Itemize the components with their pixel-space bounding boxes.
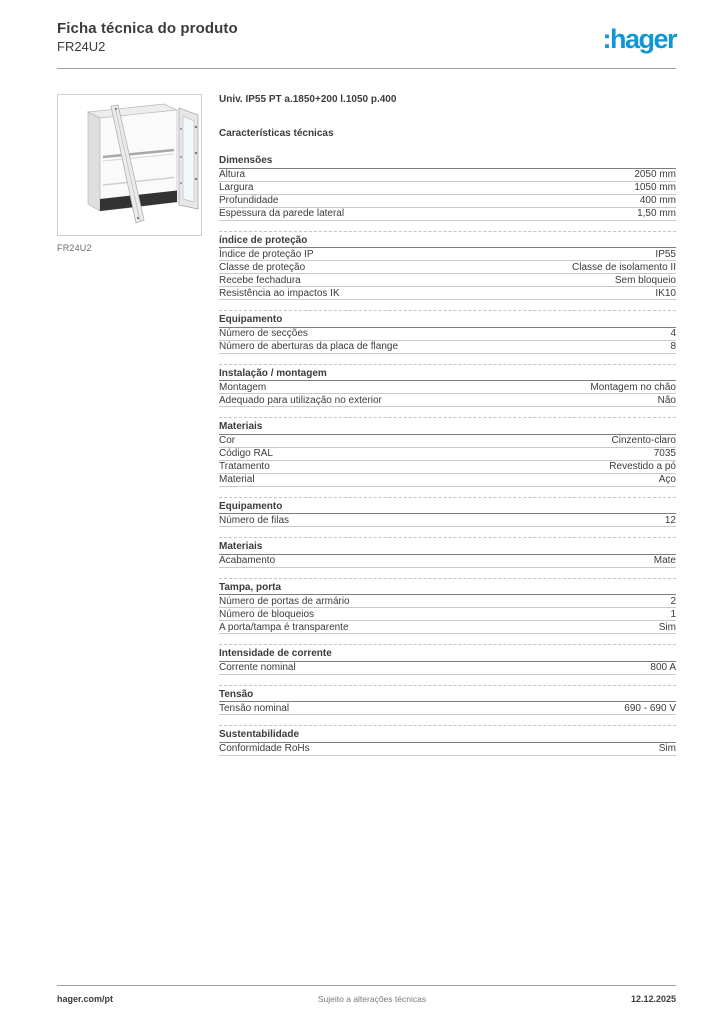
spec-row-value: Cinzento-claro [611, 435, 676, 446]
door-corner-dot [137, 217, 139, 219]
spec-row-label: Altura [219, 169, 246, 180]
spec-section [219, 725, 676, 756]
spec-row-value: Sim [658, 743, 676, 754]
main-content [57, 94, 676, 756]
spec-section-title: Dimensões [219, 155, 676, 169]
product-image [58, 95, 201, 235]
spec-section-title: Tampa, porta [219, 582, 676, 596]
spec-row [219, 328, 676, 341]
footer-note: Sujeito a alterações técnicas [317, 994, 427, 1004]
spec-row [219, 341, 676, 354]
spec-section-title: Equipamento [219, 501, 676, 515]
spec-row [219, 435, 676, 448]
spec-row-label: Código RAL [219, 448, 273, 459]
spec-sections [219, 155, 676, 756]
spec-row-label: Recebe fechadura [219, 274, 301, 286]
spec-section [219, 310, 676, 354]
spec-row [219, 595, 676, 608]
spec-row-label: Número de filas [219, 514, 290, 526]
page-header [57, 20, 676, 55]
spec-row [219, 448, 676, 461]
spec-row-label: Número de portas de armário [219, 595, 350, 607]
cabinet-side [88, 112, 100, 211]
spec-row-label: Corrente nominal [219, 662, 296, 673]
spec-section-title: Equipamento [219, 314, 676, 328]
product-image-caption: FR24U2 [57, 243, 92, 253]
spec-row [219, 514, 676, 527]
spec-section [219, 578, 676, 635]
spec-row [219, 743, 676, 756]
spec-row-value: Aço [658, 474, 676, 485]
door-glazing [183, 116, 194, 202]
page-footer [57, 985, 676, 1004]
spec-row-label: Adequado para utilização no exterior [219, 394, 382, 406]
spec-row [219, 621, 676, 634]
spec-row-label: Classe de proteção [219, 261, 306, 273]
spec-section [219, 497, 676, 528]
door-corner-dot [115, 108, 117, 110]
hager-logo: :hager [602, 24, 676, 54]
footer-date: 12.12.2025 [630, 994, 676, 1004]
spec-row-label: Número de aberturas da placa de flange [219, 341, 399, 352]
spec-section-title: Materiais [219, 421, 676, 435]
spec-row [219, 394, 676, 407]
spec-row-value: 800 A [650, 662, 676, 673]
spec-section [219, 231, 676, 301]
spec-row-value: 8 [670, 341, 676, 352]
spec-row-label: Número de bloqueios [219, 608, 315, 620]
spec-row-value: 1 [670, 608, 676, 620]
spec-row-value: Classe de isolamento II [572, 261, 676, 273]
spec-row [219, 474, 676, 487]
spec-row [219, 381, 676, 394]
door-edge-dot [180, 156, 182, 158]
product-image-column [57, 94, 202, 253]
spec-row-label: Acabamento [219, 555, 276, 566]
header-divider [57, 68, 676, 69]
spec-row [219, 461, 676, 474]
spec-section-title: índice de proteção [219, 235, 676, 249]
hinge-dot [195, 152, 197, 154]
spec-row-label: Número de secções [219, 328, 308, 339]
spec-row [219, 287, 676, 300]
footer-divider [57, 985, 676, 986]
spec-row-value: Revestido a pó [609, 461, 676, 472]
spec-row-label: Tratamento [219, 461, 270, 472]
spec-row-value: 2 [670, 595, 676, 607]
footer-row [57, 994, 676, 1004]
spec-row-label: Profundidade [219, 195, 279, 206]
spec-section [219, 537, 676, 568]
characteristics-heading: Características técnicas [219, 128, 334, 139]
page-title: Ficha técnica do produto [57, 20, 238, 37]
spec-row-label: Espessura da parede lateral [219, 208, 345, 219]
spec-row-value: Sem bloqueio [614, 274, 676, 286]
spec-section [219, 644, 676, 675]
spec-row-value: 690 - 690 V [624, 702, 676, 714]
spec-row [219, 662, 676, 675]
footer-website: hager.com/pt [57, 994, 114, 1004]
spec-row [219, 274, 676, 287]
product-code: FR24U2 [57, 39, 106, 54]
spec-section-title: Instalação / montagem [219, 368, 676, 382]
door-edge-dot [180, 182, 182, 184]
spec-row-value: Mate [653, 555, 676, 566]
spec-section-title: Tensão [219, 689, 676, 703]
spec-row-label: Cor [219, 435, 236, 446]
spec-row-value: IK10 [655, 287, 676, 299]
spec-column [219, 94, 676, 756]
spec-row-value: Não [657, 394, 676, 406]
door-edge-dot [180, 128, 182, 130]
spec-section-title: Sustentabilidade [219, 729, 676, 743]
spec-section [219, 155, 676, 221]
spec-row-label: A porta/tampa é transparente [219, 621, 349, 633]
spec-row-label: Largura [219, 182, 254, 193]
spec-row-label: Montagem [219, 381, 267, 393]
spec-row-value: Montagem no chão [590, 381, 676, 393]
spec-row-value: 4 [670, 328, 676, 339]
spec-section [219, 685, 676, 716]
spec-row-value: 12 [664, 514, 676, 526]
spec-row [219, 261, 676, 274]
product-image-frame [57, 94, 202, 236]
spec-section [219, 364, 676, 408]
hinge-dot [195, 126, 197, 128]
spec-row [219, 555, 676, 568]
spec-row [219, 248, 676, 261]
spec-row [219, 195, 676, 208]
spec-row [219, 182, 676, 195]
spec-row-value: 1050 mm [634, 182, 676, 193]
spec-row-label: Conformidade RoHs [219, 743, 310, 754]
spec-row-value: IP55 [655, 248, 676, 260]
spec-row [219, 608, 676, 621]
product-description: Univ. IP55 PT a.1850+200 l.1050 p.400 [219, 94, 397, 105]
spec-row-value: 1,50 mm [637, 208, 676, 219]
header-title-block [57, 20, 238, 55]
spec-row-label: Resistência ao impactos IK [219, 287, 340, 299]
spec-row [219, 208, 676, 221]
spec-row [219, 169, 676, 182]
spec-row-value: 7035 [653, 448, 676, 459]
spec-section-title: Materiais [219, 541, 676, 555]
spec-row-value: 400 mm [639, 195, 676, 206]
spec-section [219, 417, 676, 487]
spec-row-label: Tensão nominal [219, 702, 290, 714]
spec-row [219, 702, 676, 715]
spec-row-value: 2050 mm [634, 169, 676, 180]
spec-row-value: Sim [658, 621, 676, 633]
spec-row-label: Índice de proteção IP [219, 248, 314, 260]
spec-row-label: Material [219, 474, 255, 485]
hinge-dot [195, 178, 197, 180]
spec-section-title: Intensidade de corrente [219, 648, 676, 662]
